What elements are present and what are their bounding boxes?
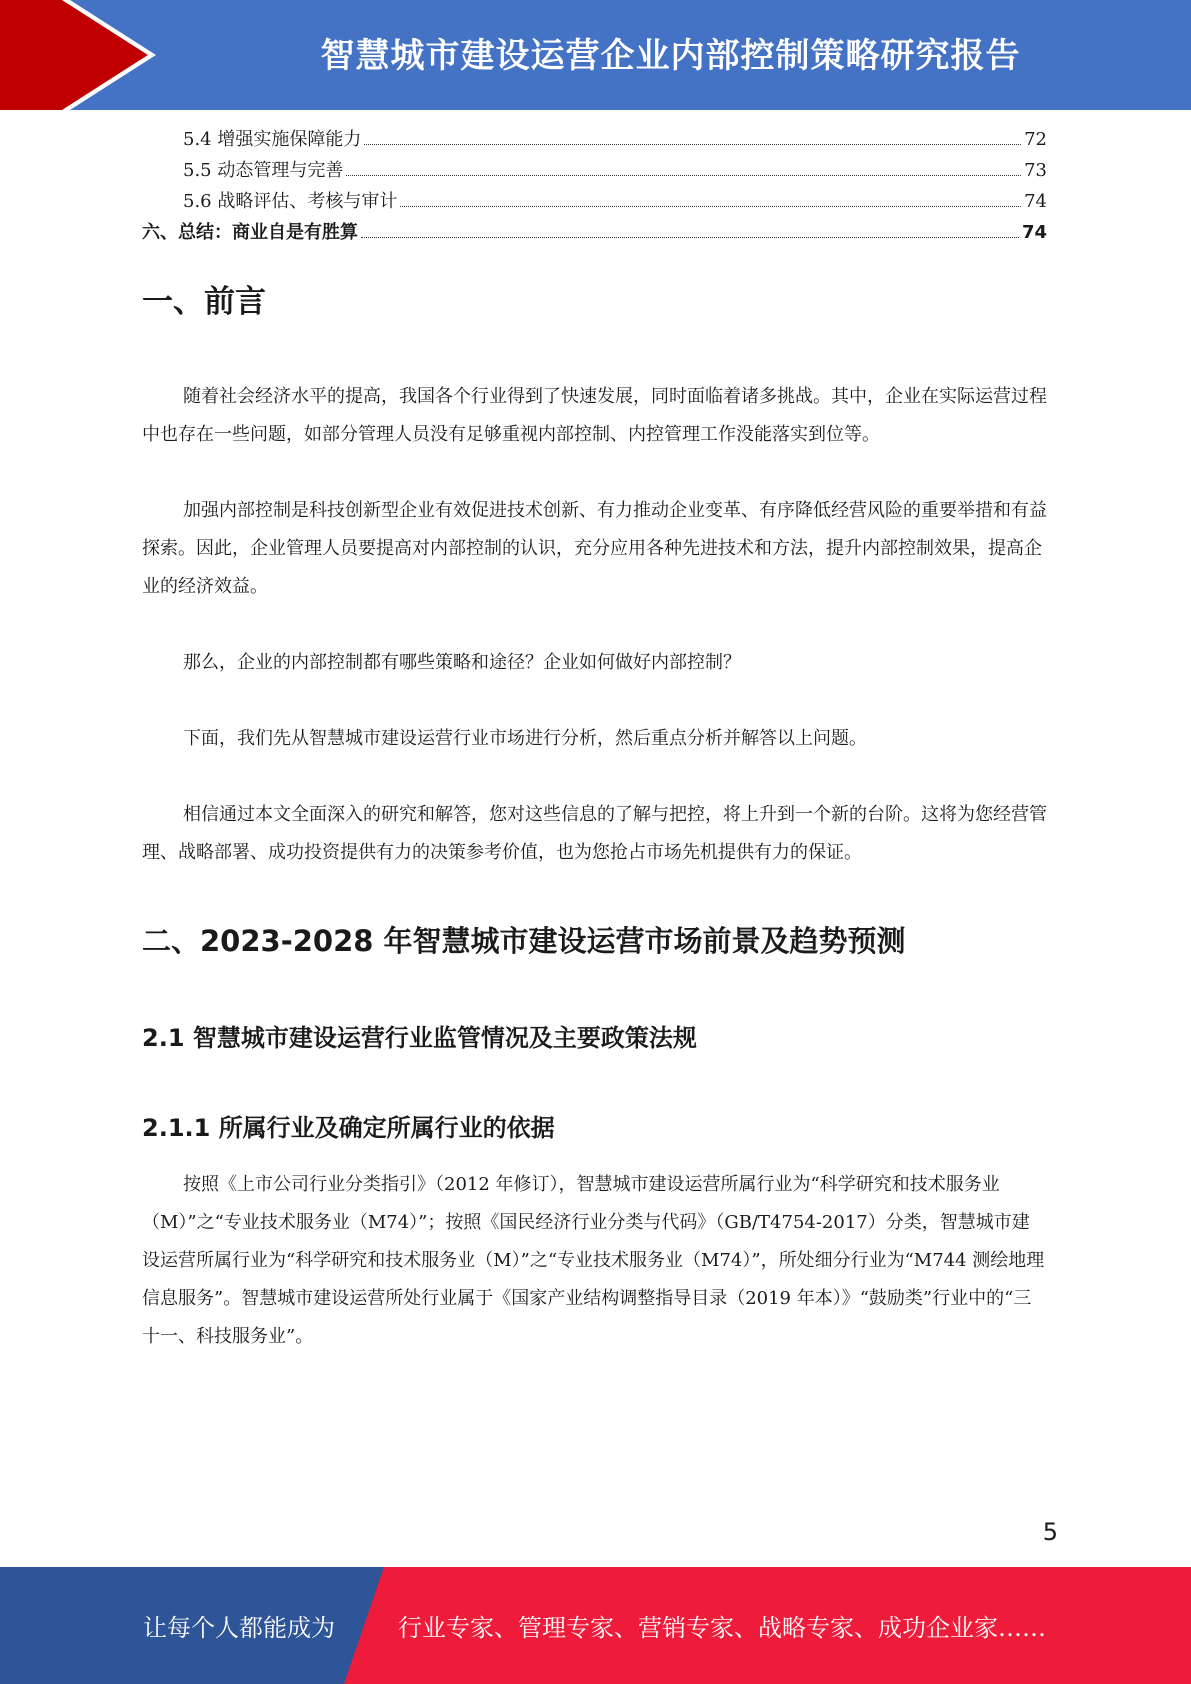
page-footer (0, 1567, 1191, 1684)
preface-heading: 一、前言 (142, 284, 266, 320)
page-number: 5 (1042, 1518, 1058, 1546)
toc-leader-dots (364, 144, 1021, 145)
section-heading: 二、2023-2028 年智慧城市建设运营市场前景及趋势预测 (142, 924, 906, 958)
body-paragraph: 按照《上市公司行业分类指引》（2012 年修订），智慧城市建设运营所属行业为“科学研究和技术服务业（M）”之“专业技术服务业（M74）”；按照《国民经济行业分类与代码》（GB/T4754-2017）分类，智慧城市建设运营所属行业为“科学研究和技术服务业（M）”之“专业技术服务业（M74）”，所处细分行业为“M744 测绘地理信息服务”。智慧城市建设运营所处行业属于《国家产业结构调整指导目录（2019 年本）》“鼓励类”行业中的“三十一、科技服务业”。 (142, 1174, 1045, 1347)
subsection-heading: 2.1 智慧城市建设运营行业监管情况及主要政策法规 (142, 1024, 697, 1052)
page-header (0, 0, 1191, 110)
body-paragraph: 随着社会经济水平的提高，我国各个行业得到了快速发展，同时面临着诸多挑战。其中，企业在实际运营过程中也存在一些问题，如部分管理人员没有足够重视内部控制、内控管理工作没能落实到位等。 (142, 386, 1047, 445)
body-paragraph: 那么，企业的内部控制都有哪些策略和途径？企业如何做好内部控制？ (183, 652, 741, 673)
subsubsection-heading: 2.1.1 所属行业及确定所属行业的依据 (142, 1114, 555, 1142)
toc-entry[interactable] (142, 186, 1047, 217)
toc-leader-dots (346, 175, 1021, 176)
body-paragraph: 加强内部控制是科技创新型企业有效促进技术创新、有力推动企业变革、有序降低经营风险的重要举措和有益探索。因此，企业管理人员要提高对内部控制的认识，充分应用各种先进技术和方法，提升内部控制效果，提高企业的经济效益。 (142, 500, 1047, 597)
toc-entry-label: 5.5 动态管理与完善 (183, 160, 344, 181)
toc-entry-label: 5.6 战略评估、考核与审计 (183, 191, 398, 212)
toc-entry-label: 六、总结：商业自是有胜算 (142, 222, 358, 243)
toc-entry-page: 73 (1024, 160, 1047, 181)
footer-slogan-lead: 让每个人都能成为 (143, 1614, 335, 1642)
toc-entry[interactable] (142, 217, 1047, 248)
toc-entry-page: 72 (1024, 129, 1047, 150)
page-content (142, 124, 1047, 1356)
toc-entry[interactable] (142, 124, 1047, 155)
footer-slogan-list: 行业专家、管理专家、营销专家、战略专家、成功企业家…… (398, 1614, 1046, 1642)
toc-entry[interactable] (142, 155, 1047, 186)
toc-entry-label: 5.4 增强实施保障能力 (183, 129, 362, 150)
toc-entry-page: 74 (1021, 222, 1047, 243)
body-paragraph: 下面，我们先从智慧城市建设运营行业市场进行分析，然后重点分析并解答以上问题。 (183, 728, 867, 749)
toc-leader-dots (400, 206, 1021, 207)
table-of-contents (142, 124, 1047, 248)
report-title: 智慧城市建设运营企业内部控制策略研究报告 (320, 35, 1021, 76)
toc-entry-page: 74 (1024, 191, 1047, 212)
body-paragraph: 相信通过本文全面深入的研究和解答，您对这些信息的了解与把控，将上升到一个新的台阶。这将为您经营管理、战略部署、成功投资提供有力的决策参考价值，也为您抢占市场先机提供有力的保证。 (142, 804, 1047, 863)
toc-leader-dots (361, 237, 1019, 238)
